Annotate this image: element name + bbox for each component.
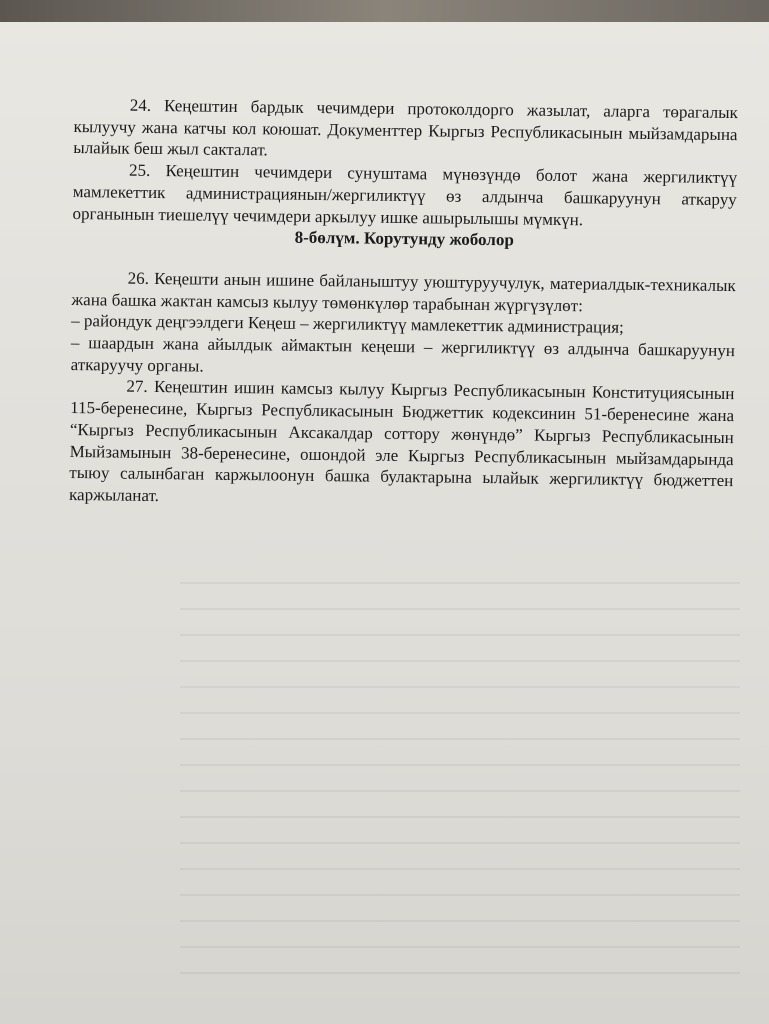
document-body [69, 94, 738, 514]
section-heading: 8-бөлүм. Корутунду жоболор [294, 227, 514, 250]
list-item-district: – райондук деңгээлдеги Кеңеш – жергиликтүү мамлекеттик администрация; [71, 311, 624, 338]
bleed-through-texture [180, 582, 740, 982]
document-page [0, 22, 769, 1024]
paragraph-27: 27. Кеңештин ишин камсыз кылуу Кыргыз Республикасынын Конституциясынын 115-беренесине, Кыргыз Республикасынын Бюджеттик кодексинин 51-беренесине жана “Кыргыз Республикасынын Аксакалдар соттору жөнүндө” Кыргыз Республикасынын Мыйзамынын 38-беренесине, ошондой эле Кыргыз Республикасынын мыйзамдарында тыюу салынбаган каржылоонун башка булактарына ылайык жергиликтүү бюджеттен каржыланат. [68, 377, 735, 506]
paragraph-26: 26. Кеңешти анын ишине байланыштуу уюштуруучулук, материалдык-техникалык жана башка жактан камсыз кылуу төмөнкүлөр тарабынан жүргүзүлөт: [71, 268, 736, 315]
list-item-city-village: – шаардын жана айылдык аймактын кеңеши – жергиликтүү өз алдынча башкаруунун аткаруучу органы. [70, 333, 736, 376]
paragraph-25: 25. Кеңештин чечимдери сунуштама мүнөзүндө болот жана жергиликтүү мамлекеттик администрациянын/жергиликтүү өз алдынча башкаруунун аткаруу органынын тиешелүү чечимдери аркылуу ишке ашырылышы мүмкүн. [72, 160, 738, 229]
paragraph-24: 24. Кеңештин бардык чечимдери протоколдорго жазылат, аларга төрагалык кылуучу жана катчы кол коюшат. Документтер Кыргыз Республикасынын мыйзамдарына ылайык беш жыл сакталат. [73, 95, 738, 160]
background-edge [0, 0, 769, 22]
